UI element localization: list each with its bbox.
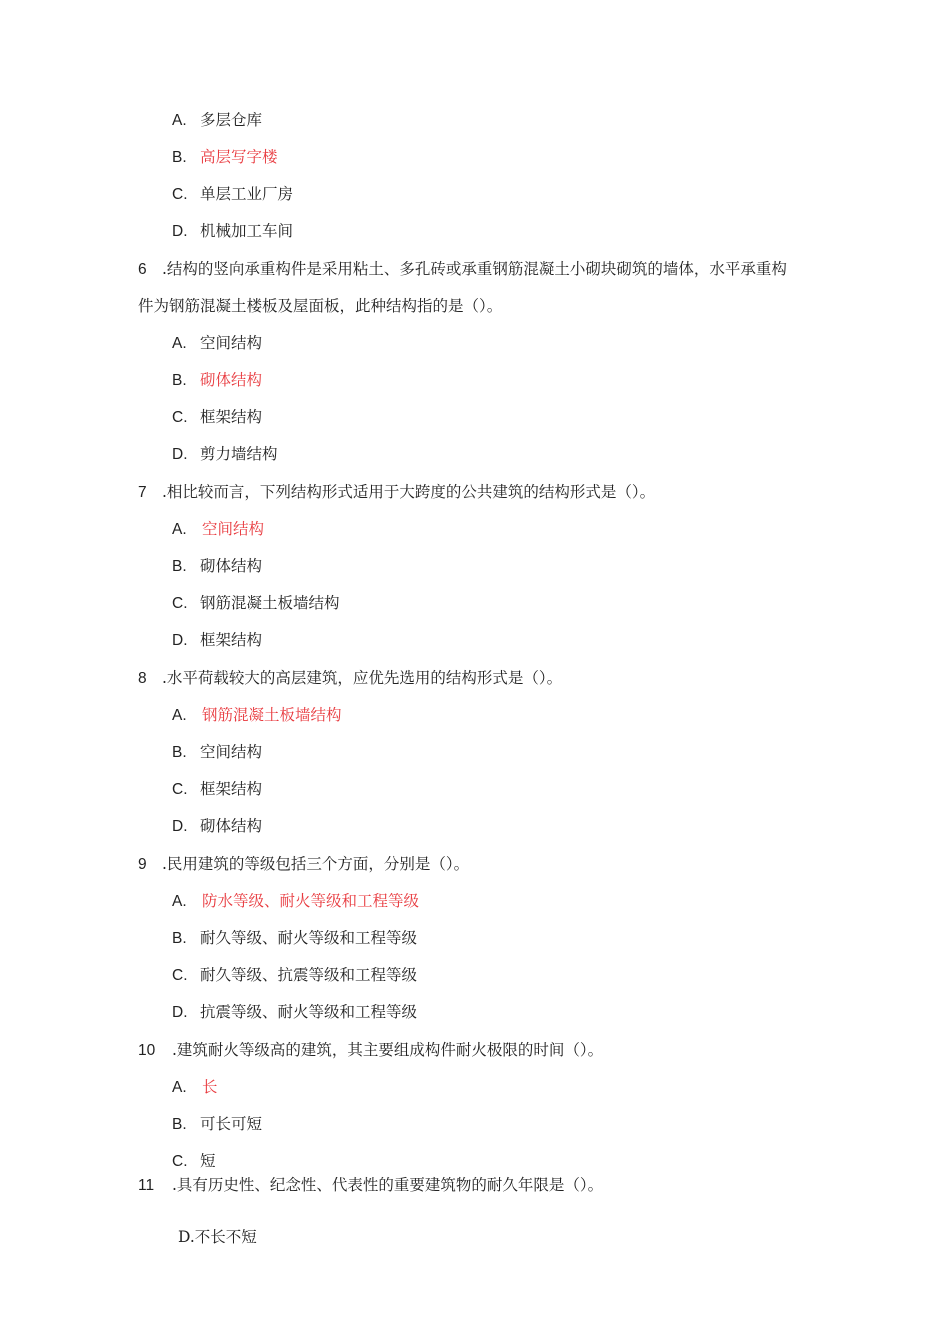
option-letter: B.	[172, 744, 187, 761]
q10-option-b	[172, 1114, 262, 1135]
q8-option-c	[172, 779, 262, 800]
option-letter: B.	[172, 1116, 187, 1133]
q9-option-d	[172, 1002, 417, 1023]
option-text: 抗震等级、耐火等级和工程等级	[200, 1003, 418, 1021]
question-number: 6	[138, 261, 147, 278]
option-letter: C.	[172, 595, 188, 612]
option-letter: B.	[172, 558, 187, 575]
option-letter: D.	[172, 446, 188, 463]
option-letter: D.	[172, 632, 188, 649]
question-number: 11	[138, 1177, 155, 1194]
question-text: .建筑耐火等级高的建筑，其主要组成构件耐火极限的时间（）。	[172, 1041, 604, 1059]
option-letter: D.	[172, 818, 188, 835]
question-number: 10	[138, 1042, 156, 1059]
q7-option-b	[172, 556, 262, 577]
option-text: 剪力墙结构	[200, 445, 278, 463]
q9-option-c	[172, 965, 417, 986]
option-letter: D.	[172, 223, 188, 240]
q9-option-b	[172, 928, 417, 949]
q7-option-a-answer	[172, 519, 264, 540]
q5-option-a	[172, 110, 262, 131]
option-letter: B.	[172, 930, 187, 947]
option-letter: A.	[172, 707, 187, 724]
q6-option-c	[172, 407, 262, 428]
option-letter: C.	[172, 967, 188, 984]
q7-option-c	[172, 593, 340, 614]
q10-option-c	[172, 1151, 216, 1172]
question-text: .相比较而言，下列结构形式适用于大跨度的公共建筑的结构形式是（）。	[162, 483, 656, 501]
option-text: 砌体结构	[200, 817, 263, 835]
option-letter: A.	[172, 1079, 187, 1096]
option-text: 钢筋混凝土板墙结构	[200, 594, 340, 612]
question-number: 9	[138, 856, 147, 873]
q6-stem-continued	[138, 296, 502, 316]
option-letter: C.	[172, 781, 188, 798]
q8-stem	[138, 668, 562, 689]
option-text: 机械加工车间	[200, 222, 294, 240]
option-text: 钢筋混凝土板墙结构	[202, 706, 342, 724]
option-letter: A.	[172, 112, 187, 129]
question-text: .水平荷载较大的高层建筑，应优先选用的结构形式是（）。	[162, 669, 563, 687]
q9-stem	[138, 854, 469, 875]
question-number: 8	[138, 670, 147, 687]
q9-option-a-answer	[172, 891, 419, 912]
option-letter: A.	[172, 335, 187, 352]
option-text: 长	[202, 1078, 218, 1096]
option-text: 高层写字楼	[200, 148, 278, 166]
q5-option-c	[172, 184, 293, 205]
option-text: 空间结构	[200, 743, 263, 761]
option-text: 耐久等级、抗震等级和工程等级	[200, 966, 418, 984]
question-number: 7	[138, 484, 147, 501]
q6-option-d	[172, 444, 278, 465]
q6-option-b-answer	[172, 370, 262, 391]
q7-stem	[138, 482, 655, 503]
question-text: 件为钢筋混凝土楼板及屋面板，此种结构指的是（）。	[138, 297, 503, 315]
option-text: 单层工业厂房	[200, 185, 294, 203]
option-text: 防水等级、耐火等级和工程等级	[202, 892, 420, 910]
q7-option-d	[172, 630, 262, 651]
option-text: 砌体结构	[200, 557, 263, 575]
option-letter: B.	[172, 372, 187, 389]
question-text: .民用建筑的等级包括三个方面，分别是（）。	[162, 855, 470, 873]
option-letter: C.	[172, 1153, 188, 1170]
q6-stem	[138, 259, 787, 280]
q10-stem	[138, 1040, 603, 1061]
option-text: 多层仓库	[200, 111, 263, 129]
option-text: 空间结构	[202, 520, 265, 538]
option-text: 框架结构	[200, 780, 263, 798]
question-text: .具有历史性、纪念性、代表性的重要建筑物的耐久年限是（）。	[172, 1176, 604, 1194]
option-text: 可长可短	[200, 1115, 263, 1133]
option-text: 框架结构	[200, 408, 263, 426]
trailing-option-d	[178, 1227, 257, 1247]
option-letter: A.	[172, 521, 187, 538]
q5-option-d	[172, 221, 293, 242]
question-text: .结构的竖向承重构件是采用粘土、多孔砖或承重钢筋混凝土小砌块砌筑的墙体，水平承重构	[162, 260, 787, 278]
q11-stem	[138, 1175, 603, 1196]
option-text: 砌体结构	[200, 371, 263, 389]
q5-option-b-answer	[172, 147, 278, 168]
q6-option-a	[172, 333, 262, 354]
option-text: 空间结构	[200, 334, 263, 352]
option-text: D.不长不短	[178, 1228, 257, 1246]
option-letter: C.	[172, 409, 188, 426]
option-letter: C.	[172, 186, 188, 203]
option-letter: D.	[172, 1004, 188, 1021]
option-text: 框架结构	[200, 631, 263, 649]
q8-option-b	[172, 742, 262, 763]
q8-option-d	[172, 816, 262, 837]
option-text: 耐久等级、耐火等级和工程等级	[200, 929, 418, 947]
option-letter: A.	[172, 893, 187, 910]
q10-option-a-answer	[172, 1077, 218, 1098]
option-letter: B.	[172, 149, 187, 166]
q8-option-a-answer	[172, 705, 342, 726]
option-text: 短	[200, 1152, 216, 1170]
